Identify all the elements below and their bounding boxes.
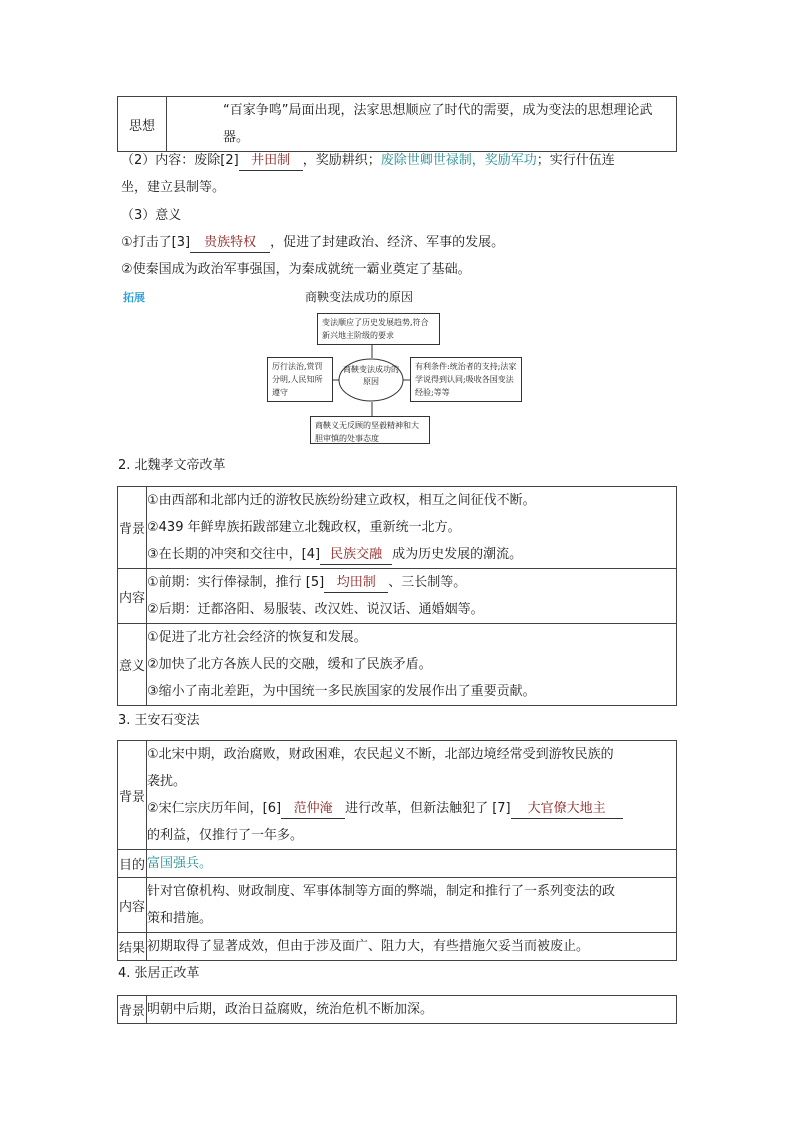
text: ②宋仁宗庆历年间，[6] [147,801,282,816]
table-text: ②后期：迁都洛阳、易服装、改汉姓、说汉话、通婚姻等。 [147,602,484,617]
table-text: 富国强兵。 [147,856,213,871]
table-text: ①促进了北方社会经济的恢复和发展。 [147,630,367,645]
diagram-box-left: 厉行法治,赏罚分明,人民知所遵守 [267,357,333,402]
row-header-label: 意义 [118,659,145,674]
thought-table [117,96,677,152]
text: ①前期：实行俸禄制，推行 [5] [147,575,325,590]
row-content [167,97,677,152]
section-3-title: 3. 王安石变法 [118,713,200,728]
diagram-box-top: 变法顺应了历史发展趋势,符合新兴地主阶级的要求 [317,313,440,345]
row-content [147,741,677,850]
table-text: 的利益，仅推行了一年多。 [147,828,304,843]
table-text [147,569,676,596]
wanganshi-table [117,740,677,961]
content-line-1 [121,147,615,174]
table-text [147,541,676,568]
table-row [118,850,677,878]
table-text [147,795,676,822]
row-header [118,878,147,933]
row-header-label: 背景 [118,789,145,805]
answer-blank: 民族交融 [320,546,392,565]
text: ；实行什伍连 [536,153,615,168]
table-row [118,97,677,152]
beiwei-table [117,486,677,706]
table-text: 策和措施。 [147,911,213,926]
table-text: ②加快了北方各族人民的交融，缓和了民族矛盾。 [147,657,432,672]
diagram-center: 商鞅变法成功的原因 [343,365,399,386]
table-text: ②439 年鲜卑族拓跋部建立北魏政权，重新统一北方。 [147,520,461,535]
row-header [118,97,167,152]
diagram-box-bottom: 商鞅义无反顾的坚毅精神和大胆审慎的处事态度 [310,416,430,444]
table-row [118,487,677,569]
row-header [118,933,147,961]
meaning-item-1 [121,229,504,256]
table-row [118,569,677,624]
row-header-label: 背景 [118,522,145,537]
answer-blank: 范仲淹 [281,800,345,819]
row-content [147,569,677,624]
table-text: ①由西部和北部内迁的游牧民族纷纷建立政权，相互之间征伐不断。 [147,493,536,508]
text: 、三长制等。 [388,575,467,590]
table-text: ③缩小了南北差距，为中国统一多民族国家的发展作出了重要贡献。 [147,684,536,699]
meaning-title: （3）意义 [121,208,182,223]
table-row [118,741,677,850]
table-text: “百家争鸣”局面出现，法家思想顺应了时代的需要，成为变法的思想理论武 [223,103,653,118]
text: ①打击了[3] [121,235,191,250]
table-text: 初期取得了显著成效，但由于涉及面广、阻力大，有些措施欠妥当而被废止。 [147,939,590,954]
table-text: 针对官僚机构、财政制度、军事体制等方面的弊端，制定和推行了一系列变法的政 [147,884,616,899]
text: ，奖励耕织； [302,153,381,168]
row-content [147,487,677,569]
row-content [147,850,677,878]
table-row [118,996,677,1024]
row-content [147,624,677,706]
row-header [118,850,147,878]
row-header [118,487,147,569]
table-text: 明朝中后期，政治日益腐败，统治危机不断加深。 [147,1002,434,1017]
table-row [118,933,677,961]
row-header [118,624,147,706]
content-line-2: 坐，建立县制等。 [121,180,226,195]
row-header [118,741,147,850]
row-header [118,996,147,1024]
diagram-box-right: 有利条件:统治者的支持;法家学说得到认同;吸收各国变法经验;等等 [410,357,522,402]
answer-blank: 均田制 [324,574,388,593]
row-header-label: 背景 [118,1004,145,1019]
row-header [118,569,147,624]
table-row [118,624,677,706]
text: 进行改革，但新法触犯了 [7] [345,801,511,816]
answer-blank: 大官僚大地主 [511,800,623,819]
table-text: 器。 [223,130,250,145]
diagram-title: 商鞅变法成功的原因 [305,290,414,304]
row-content [147,878,677,933]
row-content [147,933,677,961]
text: ③在长期的冲突和交往中，[4] [147,547,321,562]
row-header-label: 思想 [128,118,155,134]
row-header-label: 结果 [118,941,145,956]
table-text: ①北宋中期，政治腐败，财政困难，农民起义不断，北部边境经常受到游牧民族的 [147,747,614,762]
text: 成为历史发展的潮流。 [392,547,523,562]
table-text: 袭扰。 [147,774,187,789]
zhangjuzheng-table [117,995,677,1024]
row-header-label: 目的 [118,858,145,873]
answer-blank: 井田制 [239,152,303,171]
row-header-label: 内容 [118,899,145,915]
highlight-text: 废除世卿世禄制，奖励军功 [380,153,537,168]
section-4-title: 4. 张居正改革 [118,966,200,981]
text: ，促进了封建政治、经济、军事的发展。 [270,235,505,250]
section-2-title: 2. 北魏孝文帝改革 [118,458,226,473]
row-header-label: 内容 [118,590,145,606]
table-row [118,878,677,933]
row-content [147,996,677,1024]
text: （2）内容：废除[2] [121,153,239,168]
answer-blank: 贵族特权 [190,234,270,253]
extension-tag: 拓展 [123,291,145,304]
meaning-item-2: ②使秦国成为政治军事强国，为秦成就统一霸业奠定了基础。 [121,262,471,277]
